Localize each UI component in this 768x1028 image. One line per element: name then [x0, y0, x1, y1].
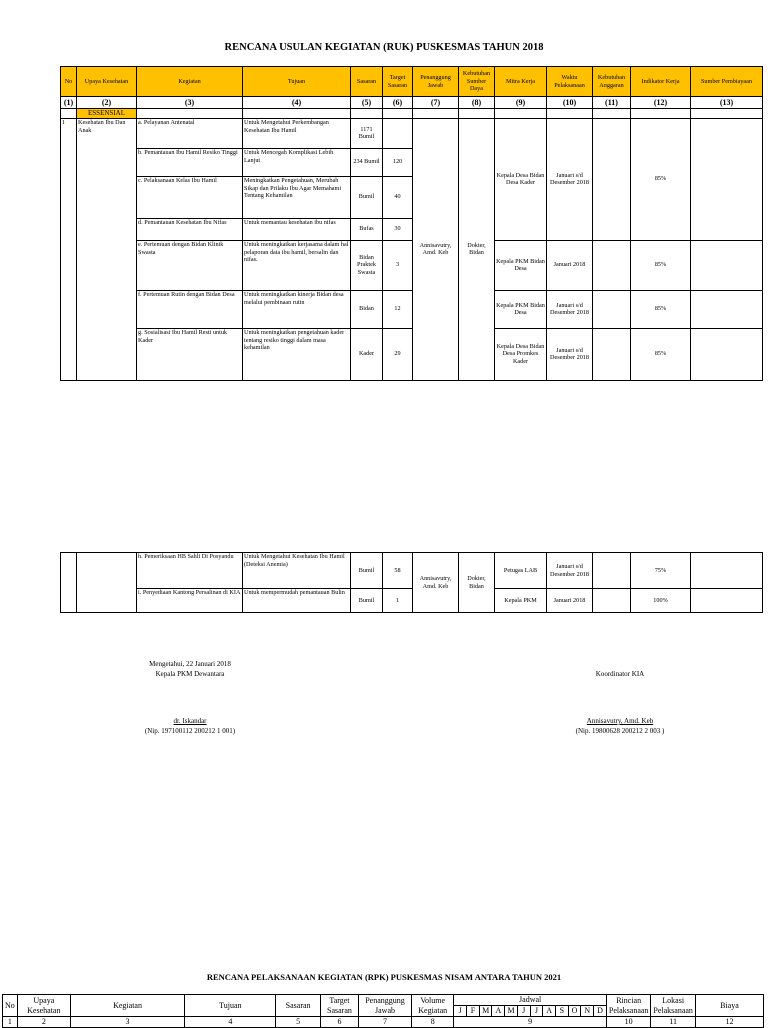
kegiatan: c. Pelaksanaan Kelas Ibu Hamil [137, 176, 243, 218]
mitra-kerja: Kepala Desa Bidan Desa Kader [495, 118, 547, 240]
column-number: (13) [691, 97, 763, 109]
column-number: (2) [77, 97, 137, 109]
tujuan: Untuk meningkatkan kinerja Bidan desa melalui pembinaan rutin [243, 290, 351, 328]
tujuan: Untuk memantau kesehatan ibu nifas [243, 218, 351, 240]
tujuan: Untuk meningkatkan pengetahuan kader tentang resiko tinggi dalam masa kehamilan [243, 328, 351, 380]
column-number: (4) [243, 97, 351, 109]
column-number: (5) [351, 97, 383, 109]
waktu: Januari s/d Desember 2018 [547, 290, 593, 328]
column-number: (7) [413, 97, 459, 109]
row-number: 1 [61, 118, 77, 380]
table-row [61, 553, 763, 589]
rpk-number-row [3, 1017, 764, 1028]
header-cell: Kebutuhan Anggaran [593, 67, 631, 97]
table-row [61, 290, 763, 328]
target: 3 [383, 240, 413, 290]
left-place-date: Mengetahui, 22 Januari 2018 [149, 660, 231, 668]
sasaran: Bidan Praktek Swasta [351, 240, 383, 290]
kegiatan: h. Pemeriksaan HB Sahli Di Posyandu [137, 553, 243, 589]
sasaran: Kader [351, 328, 383, 380]
rpk-col-number: 3 [70, 1017, 184, 1028]
right-role: Koordinator KIA [595, 670, 645, 678]
ruk-continuation-table [60, 552, 763, 613]
rpk-header-cell: Biaya [695, 995, 763, 1017]
penanggung-jawab: Annisavutry, Amd. Keb [413, 553, 459, 613]
header-cell: No [61, 67, 77, 97]
rpk-col-number: 2 [17, 1017, 70, 1028]
month-cell: J [517, 1006, 530, 1017]
header-cell: Indikator Kerja [631, 67, 691, 97]
month-cell: M [479, 1006, 492, 1017]
target: 58 [383, 553, 413, 589]
tujuan: Meningkatkan Pengetahuan, Merubah Sikap dan Prilaku Ibu Agar Memahami Tentang Kehamilan [243, 176, 351, 218]
rpk-col-number: 7 [359, 1017, 412, 1028]
rpk-header-cell: No [3, 995, 18, 1017]
rpk-table [2, 994, 764, 1028]
tujuan: Untuk Mengetahui Perkembangan Kesehatan Ibu Hamil [243, 118, 351, 148]
header-cell: Sumber Pembiayaan [691, 67, 763, 97]
mitra-kerja: Kepala Desa Bidan Desa Promkes Kader [495, 328, 547, 380]
column-number-row [61, 97, 763, 109]
month-cell: A [492, 1006, 505, 1017]
tujuan: Untuk Mencegah Komplikasi Lebih Lanjut [243, 148, 351, 176]
column-number: (3) [137, 97, 243, 109]
ruk-title: RENCANA USULAN KEGIATAN (RUK) PUSKESMAS TAHUN 2018 [224, 42, 544, 53]
column-number: (6) [383, 97, 413, 109]
indikator: 85% [631, 240, 691, 290]
waktu: Januari 2018 [547, 240, 593, 290]
table-row [61, 118, 763, 148]
waktu: Januari s/d Desember 2018 [547, 328, 593, 380]
mitra-kerja: Petugas LAB [495, 553, 547, 589]
month-cell: F [467, 1006, 480, 1017]
target: 30 [383, 218, 413, 240]
header-cell: Sasaran [351, 67, 383, 97]
left-signer-name: dr. Iskandar [173, 717, 207, 725]
target: 120 [383, 148, 413, 176]
month-cell: N [581, 1006, 594, 1017]
rpk-header-cell: Jadwal [454, 995, 607, 1006]
left-role: Kepala PKM Dewantara [155, 670, 225, 678]
header-cell: Mitra Kerja [495, 67, 547, 97]
month-cell: S [556, 1006, 569, 1017]
upaya-kesehatan: Kesehatan Ibu Dan Anak [77, 118, 137, 380]
rpk-col-number: 11 [651, 1017, 696, 1028]
sumber-daya: Dokter, Bidan [459, 118, 495, 380]
indikator: 85% [631, 328, 691, 380]
column-number: (9) [495, 97, 547, 109]
column-number: (12) [631, 97, 691, 109]
target [383, 118, 413, 148]
month-cell: J [454, 1006, 467, 1017]
header-cell: Target Sasaran [383, 67, 413, 97]
indikator: 75% [631, 553, 691, 589]
rpk-header-cell: Lokasi Pelaksanaan [651, 995, 696, 1017]
column-number: (11) [593, 97, 631, 109]
sasaran: Bidan [351, 290, 383, 328]
waktu: Januari s/d Desember 2018 [547, 553, 593, 589]
kegiatan: e. Pertemuan dengan Bidan Klinik Swasta [137, 240, 243, 290]
sasaran: 1171 Bumil [351, 118, 383, 148]
rpk-header-cell: Sasaran [276, 995, 321, 1017]
header-cell: Kebutuhan Sumber Daya [459, 67, 495, 97]
kegiatan: i. Penyediaan Kantong Persalinan di KIA [137, 589, 243, 613]
table-row [61, 328, 763, 380]
table-row [61, 589, 763, 613]
rpk-header-cell: Volume Kegiatan [412, 995, 454, 1017]
ruk-table [60, 66, 763, 381]
waktu: Januari 2018 [547, 589, 593, 613]
kegiatan: a. Pelayanan Antenatal [137, 118, 243, 148]
rpk-col-number: 12 [695, 1017, 763, 1028]
month-cell: J [530, 1006, 543, 1017]
rpk-header-cell: Kegiatan [70, 995, 184, 1017]
rpk-header-cell: Upaya Kesehatan [17, 995, 70, 1017]
mitra-kerja: Kepala PKM Bidan Desa [495, 290, 547, 328]
indikator: 85% [631, 290, 691, 328]
kegiatan: d. Pemantauan Kesehatan Ibu Nifas [137, 218, 243, 240]
waktu: Januari s/d Desember 2018 [547, 118, 593, 240]
kegiatan: g. Sosialisasi Ibu Hamil Resti untuk Kader [137, 328, 243, 380]
rpk-header-cell: Rincian Pelaksanaan [606, 995, 651, 1017]
section-label: ESSENSIAL [77, 109, 137, 119]
rpk-col-number: 4 [185, 1017, 276, 1028]
mitra-kerja: Kepala PKM Bidan Desa [495, 240, 547, 290]
sasaran: 234 Bumil [351, 148, 383, 176]
header-row [61, 67, 763, 97]
rpk-header-cell: Penanggung Jawab [359, 995, 412, 1017]
rpk-header-cell: Tujuan [185, 995, 276, 1017]
column-number: (10) [547, 97, 593, 109]
month-cell: M [505, 1006, 518, 1017]
target: 1 [383, 589, 413, 613]
rpk-col-number: 6 [320, 1017, 358, 1028]
section-row [61, 109, 763, 119]
month-cell: A [543, 1006, 556, 1017]
rpk-col-number: 9 [454, 1017, 607, 1028]
rpk-col-number: 5 [276, 1017, 321, 1028]
sumber-daya: Dokter, Bidan [459, 553, 495, 613]
left-signer-nip: (Nip. 197100112 200212 1 001) [144, 727, 236, 735]
sasaran: Bumil [351, 176, 383, 218]
month-cell: D [594, 1006, 607, 1017]
sasaran: Bumil [351, 589, 383, 613]
header-cell: Upaya Kesehatan [77, 67, 137, 97]
table-row [61, 240, 763, 290]
target: 29 [383, 328, 413, 380]
header-cell: Kegiatan [137, 67, 243, 97]
header-cell: Penanggung Jawab [413, 67, 459, 97]
rpk-col-number: 1 [3, 1017, 18, 1028]
kegiatan: b. Pemantauan Ibu Hamil Resiko Tinggi [137, 148, 243, 176]
rpk-col-number: 8 [412, 1017, 454, 1028]
right-signer-name: Annisavutry, Amd. Keb [586, 717, 654, 725]
rpk-title: RENCANA PELAKSANAAN KEGIATAN (RPK) PUSKESMAS NISAM ANTARA TAHUN 2021 [206, 972, 562, 982]
target: 40 [383, 176, 413, 218]
rpk-header-cell: Target Sasaran [320, 995, 358, 1017]
tujuan: Untuk meningkatkan kerjasama dalam hal pelaporan data ibu hamil, bersalin dan nifas. [243, 240, 351, 290]
header-cell: Tujuan [243, 67, 351, 97]
rpk-header-row [3, 995, 764, 1006]
indikator: 100% [631, 589, 691, 613]
tujuan: Untuk Mengetahui Kesehatan Ibu Hamil (Deteksi Anemia) [243, 553, 351, 589]
sasaran: Bufas [351, 218, 383, 240]
tujuan: Untuk mempermudah pemantauan Bulin [243, 589, 351, 613]
right-signer-nip: (Nip. 19800628 200212 2 003 ) [575, 727, 665, 735]
kegiatan: f. Pertemuan Rutin dengan Bidan Desa [137, 290, 243, 328]
mitra-kerja: Kepala PKM [495, 589, 547, 613]
column-number: (8) [459, 97, 495, 109]
indikator: 85% [631, 118, 691, 240]
month-cell: O [568, 1006, 581, 1017]
sasaran: Bumil [351, 553, 383, 589]
target: 12 [383, 290, 413, 328]
rpk-col-number: 10 [606, 1017, 651, 1028]
column-number: (1) [61, 97, 77, 109]
header-cell: Waktu Pelaksanaan [547, 67, 593, 97]
penanggung-jawab: Annisavutry, Amd. Keb [413, 118, 459, 380]
